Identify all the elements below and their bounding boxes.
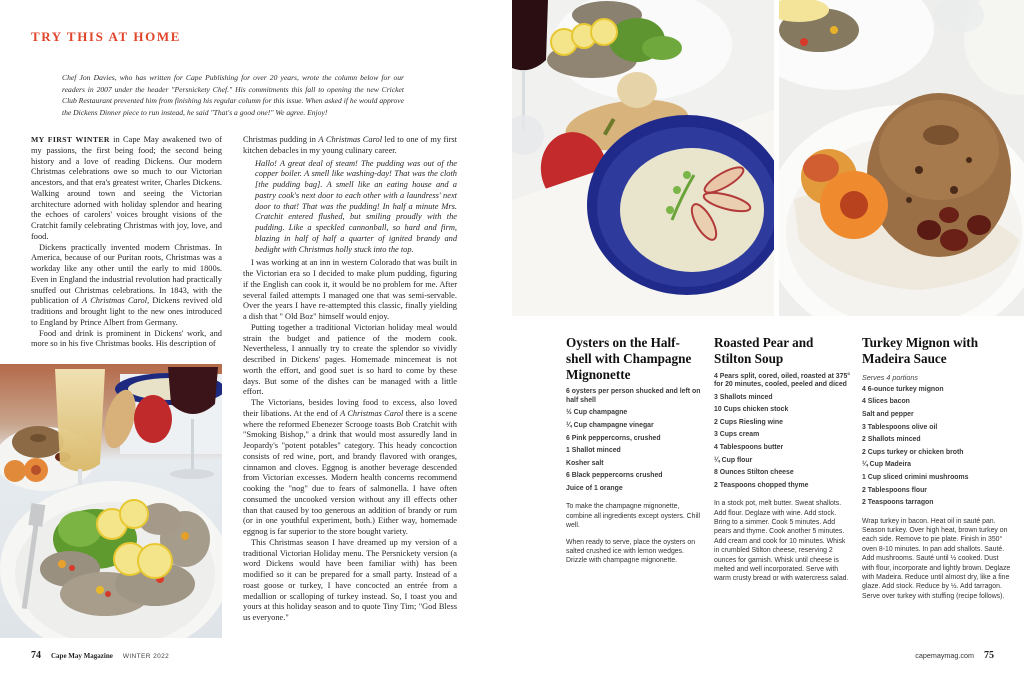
recipe-oysters [566,335,702,566]
oysters-photo-illustration [0,364,222,638]
ingredient: 2 Cups turkey or chicken broth [862,448,964,456]
pudding-photo-illustration [779,0,1024,316]
recipe-title: Oysters on the Half-shell with Champagne Mignonette [566,335,692,382]
article-column-2 [243,135,457,624]
paragraph: This Christmas season I have dreamed up my version of a traditional Victorian Holiday menu. The Persnickety version (a word Dickens would have been familiar with) has been modified so it can be prepared for a small party. Instead of a roast goose or turkey, I have concocted an entrée from a medallion or scalloping of turkey instead. So, I toast you and yours at this holiday season and to quote Tiny Tim; "God Bless us everyone." [243,537,457,622]
lead-in: MY FIRST WINTER [31,135,110,144]
paragraph: Dickens practically invented modern Christmas. In America, because of our Puritan roots, Christmas was a workday like any other until the early to mid 1800s. Even in England the industrial revolution had practically snuffed out Christmas celebrations. In 1843, with the publication of A Christmas Carol, Dickens revived old traditions and brought light to the new ones introduced to England by Prince Albert from Germany. [31,242,223,327]
magazine-name: Cape May Magazine [51,652,113,660]
ingredient: 4 6-ounce turkey mignon [862,385,944,393]
recipe-pear-stilton-soup [714,335,852,584]
block-quote: Hallo! A great deal of steam! The pudding was out of the copper boiler. A smell like washing-day! That was the cloth [the pudding bag]. A smell like an eating house and a pastry cook's next door to each other with a laundress' next door to that! That was the pudding! In half a minute Mrs. Cratchit entered flushed, but smiling proudly with the pudding. Like a speckled cannonball, so hard and firm, blazing in half of half a quarter of ignited brandy and bedight with Christmas holly stuck into the top. [255,158,457,254]
directions: In a stock pot, melt butter. Sweat shallots. Add flour. Deglaze with wine. Add stock. Bring to a simmer. Cook 5 minutes. Add pears and thyme. Cook another 5 minutes. Add cream and cook for 10 minutes. Whisk in crumbled Stilton cheese, reserving 2 ounces for garnish. Whisk until cheese is melted and well incorporated. Serve with warm crusty bread or with watercress salad. [714,500,849,583]
ingredient: 4 Slices bacon [862,398,910,406]
article-column-1 [31,135,222,350]
ingredient: 2 Teaspoons tarragon [862,499,934,507]
directions: Wrap turkey in bacon. Heat oil in sauté pan. Season turkey. Over high heat, brown turkey on each side. Remove to pie plate. Finish in 350° oven 8-10 minutes. In pan add shallots. Sauté. Add mushrooms. Sauté until ½ cooked. Dust with flour, incorporate and lightly brown. Deglaze with Madeira. Reduce until almost dry, like a fine glaze. Add stock. Reduce by ½. Add tarragon. Serve over turkey with stuffing (recipe follows). [862,517,1011,600]
directions: To make the champagne mignonette, combine all ingredients except oysters. Chill well. [566,503,701,530]
recipe-title: Turkey Mignon with Madeira Sauce [862,335,979,366]
paragraph: Putting together a traditional Victorian holiday meal would strain the budget and patience of the modern cook. Nevertheless, I annually try to create the splendor so vividly described in Dickens' pages. Homemade mincemeat is not worth the effort, and good suet is so hard to come by these days. But some of the dishes can be managed with a little effort. [243,322,457,397]
ingredient: 2 Teaspoons chopped thyme [714,481,809,489]
ingredient: ¼ Cup Madeira [862,461,912,469]
ingredient: Salt and pepper [862,410,914,418]
ingredient: 4 Pears split, cored, oiled, roasted at 375° for 20 minutes, cooled, peeled and diced [714,372,851,388]
ingredient: 3 Tablespoons olive oil [862,423,938,431]
recipe-turkey-mignon [862,335,1012,601]
ingredient: ¼ Cup flour [714,456,753,464]
page-number: 75 [984,650,994,661]
website-link[interactable]: capemaymag.com [915,651,974,660]
ingredient: 4 Tablespoons butter [714,443,784,451]
ingredient: Kosher salt [566,459,604,467]
oysters-champagne-photo [0,364,222,638]
plum-pudding-photo [779,0,1024,316]
ingredient: 3 Cups cream [714,431,760,439]
ingredient: 1 Cup sliced crimini mushrooms [862,473,969,481]
ingredient: 2 Cups Riesling wine [714,418,783,426]
recipe-title: Roasted Pear and Stilton Soup [714,335,814,366]
ingredient: ¼ Cup champagne vinegar [566,421,654,429]
ingredient: 10 Cups chicken stock [714,406,789,414]
paragraph: MY FIRST WINTER in Cape May awakened two of my passions, the first being food; the second being history and a love of reading Dickens. Our modern Christmas celebrations owe so much to our Victorian ancestors, and that era's greatest writer, Charles Dickens. Walking around town and seeing the Victorian architecture adorned with holiday splendor and hearing the echoes of carolers' voices brought visions of the Cratchit family celebrating Christmas with joy, love, and food. [31,135,222,241]
editor-intro: Chef Jon Davies, who has written for Cape Publishing for over 20 years, wrote the column below for our readers in 2007 under the header "Persnickety Chef." His commitments this fall to opening the new Cricket Club Restaurant prevented him from finishing his regular column for this issue. When asked if he would approve the Dickens Dinner piece to run instead, he said "That's a good one!" We agree. Enjoy! [62,73,404,117]
paragraph: Food and drink is prominent in Dickens' work, and more so in his five Christmas books. His description of [31,328,222,349]
ingredient: 2 Tablespoons flour [862,486,927,494]
ingredient: ½ Cup champagne [566,409,628,417]
paragraph: Christmas pudding in A Christmas Carol led to one of my first kitchen debacles in my young culinary career. [243,135,458,155]
ingredient: 8 Ounces Stilton cheese [714,469,794,477]
ingredient: Juice of 1 orange [566,484,623,492]
servings: Serves 4 portions [862,372,918,382]
page-number: 74 [31,650,41,661]
issue-label: WINTER 2022 [122,653,170,660]
ingredient: 6 Pink peppercorns, crushed [566,434,661,442]
soup-photo-illustration [512,0,774,316]
ingredient: 6 Black peppercorns crushed [566,472,663,480]
ingredient: 1 Shallot minced [566,447,621,455]
ingredient: 3 Shallots minced [714,393,773,401]
pear-stilton-soup-photo [512,0,774,316]
ingredient: 6 oysters per person shucked and left on half shell [566,388,701,404]
paragraph: The Victorians, besides loving food to excess, also loved their libations. At the end of A Christmas Carol there is a scene where the reformed Ebenezer Scrooge toasts Bob Cratchit with "Smoking Bishop," a drink that would most assuredly land in Jeopardy's "potent potables" category. This heady concoction consists of red wine, port, and brandy flavored with oranges, cinnamon and cloves. Eggnog is another beverage descended from Victorian excesses. Modern health concerns recommend cooking the "nog" due to fears of salmonella. I have often consumed the uncooked version without any ill effects other than that caused by too generous an addition of brandy or rum (or in one youthful experiment, both.) Either way, homemade eggnog is far superior to the store bought variety. [243,398,458,536]
ingredient: 2 Shallots minced [862,436,921,444]
right-page-footer [915,650,994,661]
section-title: TRY THIS AT HOME [31,29,182,44]
left-page-footer [31,650,169,661]
directions: When ready to serve, place the oysters on salted crushed ice with lemon wedges. Drizzle with champagne mignonette. [566,538,696,565]
paragraph: I was working at an inn in western Colorado that was built in the Victorian era so I decided to make plum pudding, figuring if the English can cook it, it would be no problem for me. After several failed attempts I managed one that was semi-servable. Over the years I have re-attempted this classic, finally yielding a dish that " Old Boz" himself would enjoy. [243,258,457,321]
